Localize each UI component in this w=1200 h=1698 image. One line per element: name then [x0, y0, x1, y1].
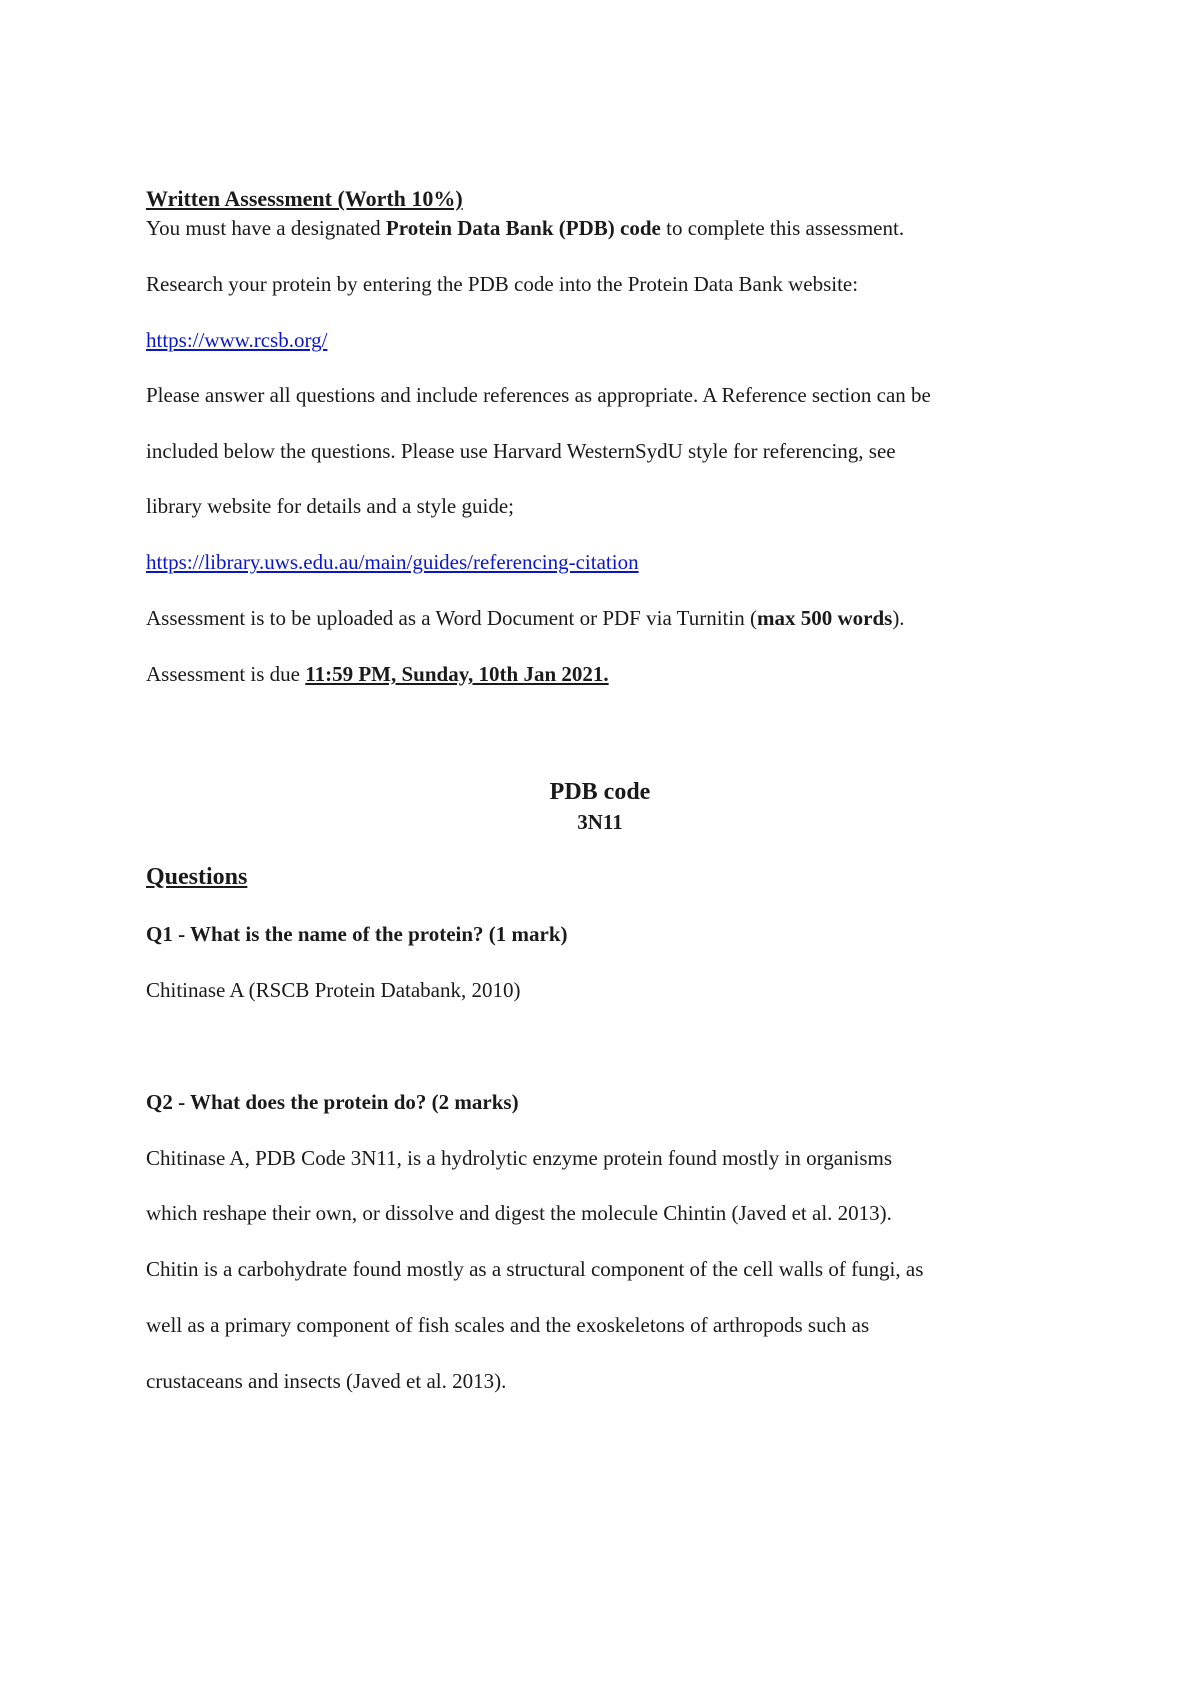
due-date-line — [146, 662, 609, 687]
answer-2-line-4: well as a primary component of fish scales and the exoskeletons of arthropods such as — [146, 1313, 870, 1337]
answer-2-line-3: Chitin is a carbohydrate found mostly as a structural component of the cell walls of fungi, as — [146, 1257, 924, 1281]
upload-instruction — [146, 606, 905, 631]
answer-2-line-1: Chitinase A, PDB Code 3N11, is a hydrolytic enzyme protein found mostly in organisms — [146, 1146, 893, 1170]
question-2: Q2 - What does the protein do? (2 marks) — [146, 1090, 519, 1114]
instructions-line-2: included below the questions. Please use Harvard WesternSydU style for referencing, see — [146, 439, 896, 463]
pdb-code-value: 3N11 — [577, 810, 623, 834]
research-instruction: Research your protein by entering the PDB code into the Protein Data Bank website: — [146, 272, 859, 296]
answer-2-line-2: which reshape their own, or dissolve and digest the molecule Chintin (Javed et al. 2013). — [146, 1201, 892, 1225]
questions-heading: Questions — [146, 864, 248, 890]
document-title: Written Assessment (Worth 10%) — [146, 186, 463, 211]
library-link-line — [146, 550, 639, 575]
instructions-line-3: library website for details and a style guide; — [146, 494, 514, 518]
intro-pdb-term: Protein Data Bank (PDB) code — [385, 216, 661, 240]
upload-text-start: Assessment is to be uploaded as a Word Document or PDF via Turnitin ( — [146, 606, 757, 630]
rcsb-link-line — [146, 328, 327, 353]
intro-line — [146, 216, 904, 241]
intro-text-start: You must have a designated — [146, 216, 386, 240]
question-1: Q1 - What is the name of the protein? (1 mark) — [146, 922, 568, 946]
rcsb-link[interactable]: https://www.rcsb.org/ — [146, 328, 328, 352]
answer-2-line-5: crustaceans and insects (Javed et al. 2013). — [146, 1369, 507, 1393]
due-date-prefix: Assessment is due — [146, 662, 306, 686]
answer-1: Chitinase A (RSCB Protein Databank, 2010) — [146, 978, 521, 1002]
due-date: 11:59 PM, Sunday, 10th Jan 2021. — [305, 662, 609, 686]
intro-text-end: to complete this assessment. — [660, 216, 905, 240]
library-link[interactable]: https://library.uws.edu.au/main/guides/referencing-citation — [146, 550, 639, 574]
upload-text-end: ). — [892, 606, 905, 630]
word-limit: max 500 words — [756, 606, 893, 630]
pdb-code-label: PDB code — [549, 779, 651, 805]
instructions-line-1: Please answer all questions and include references as appropriate. A Reference section can be — [146, 383, 931, 407]
